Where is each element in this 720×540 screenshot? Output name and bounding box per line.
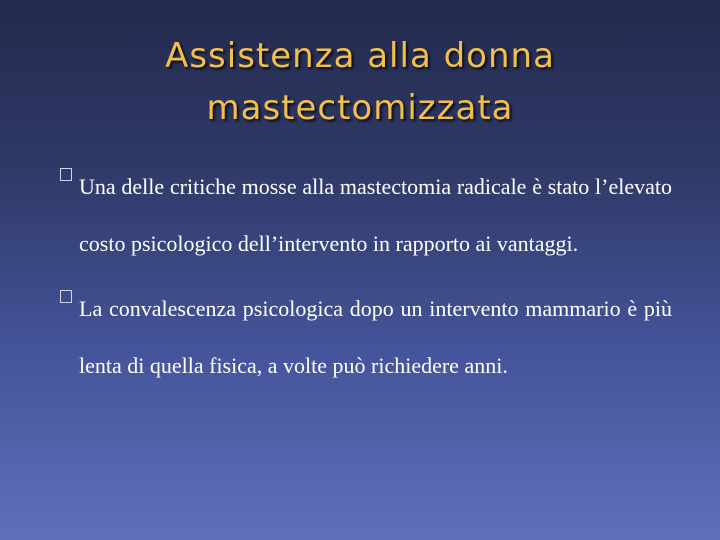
square-bullet-icon bbox=[60, 290, 72, 303]
slide-title-line-1: Assistenza alla donna bbox=[165, 36, 555, 76]
bullet-item bbox=[60, 158, 672, 272]
slide-title bbox=[0, 30, 720, 134]
slide-title-line-2: mastectomizzata bbox=[206, 88, 514, 128]
square-bullet-icon bbox=[60, 168, 72, 181]
bullet-text: Una delle critiche mosse alla mastectomia radicale è stato l’elevato costo psicologico dell’intervento in rapporto ai vantaggi. bbox=[79, 174, 672, 256]
bullet-list bbox=[60, 158, 672, 402]
bullet-item bbox=[60, 280, 672, 394]
bullet-text: La convalescenza psicologica dopo un intervento mammario è più lenta di quella fisica, a volte può richiedere anni. bbox=[79, 296, 672, 378]
